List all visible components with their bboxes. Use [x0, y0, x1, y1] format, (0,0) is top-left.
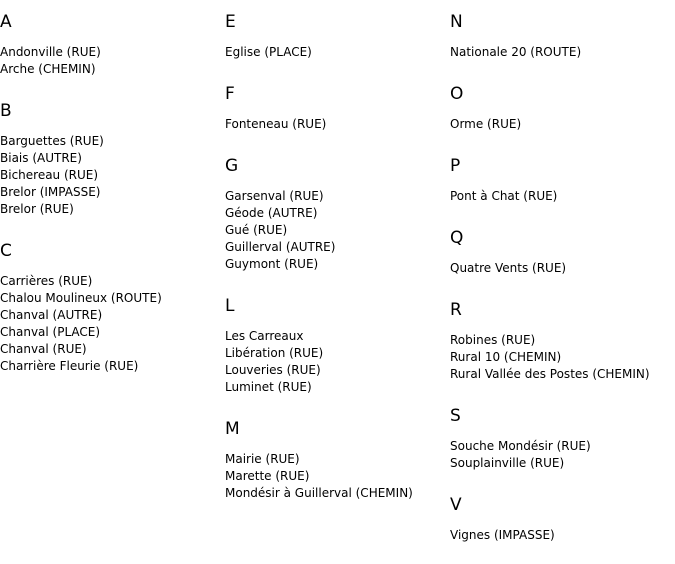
letter-section [450, 405, 670, 472]
section-letter-heading: Q [450, 228, 464, 248]
letter-section [225, 418, 445, 502]
section-letter-heading: C [0, 241, 12, 261]
street-item: Arche (CHEMIN) [0, 62, 96, 76]
street-item: Vignes (IMPASSE) [450, 528, 555, 542]
street-item: Pont à Chat (RUE) [450, 189, 558, 203]
section-letter-heading: B [0, 101, 12, 121]
street-item: Garsenval (RUE) [225, 189, 324, 203]
street-item: Bichereau (RUE) [0, 168, 99, 182]
letter-section [450, 227, 670, 277]
street-item: Charrière Fleurie (RUE) [0, 359, 139, 373]
letter-section [0, 11, 220, 78]
street-item: Robines (RUE) [450, 333, 536, 347]
letter-section [225, 155, 445, 273]
street-item: Barguettes (RUE) [0, 134, 104, 148]
street-item: Brelor (RUE) [0, 202, 74, 216]
section-letter-heading: V [450, 495, 462, 515]
street-item: Carrières (RUE) [0, 274, 93, 288]
section-letter-heading: G [225, 156, 239, 176]
street-item: Mondésir à Guillerval (CHEMIN) [225, 486, 413, 500]
street-item: Gué (RUE) [225, 223, 288, 237]
street-item: Chanval (PLACE) [0, 325, 101, 339]
street-item: Chalou Moulineux (ROUTE) [0, 291, 162, 305]
index-column [450, 11, 670, 544]
letter-section [0, 100, 220, 218]
street-item: Souplainville (RUE) [450, 456, 565, 470]
letter-section [225, 295, 445, 396]
street-list [225, 451, 445, 502]
street-list [450, 260, 670, 277]
street-item: Quatre Vents (RUE) [450, 261, 567, 275]
letter-section [450, 155, 670, 205]
street-list [450, 527, 670, 544]
street-item: Brelor (IMPASSE) [0, 185, 101, 199]
street-list [450, 44, 670, 61]
street-item: Géode (AUTRE) [225, 206, 318, 220]
street-item: Fonteneau (RUE) [225, 117, 327, 131]
street-list [450, 188, 670, 205]
street-item: Libération (RUE) [225, 346, 324, 360]
section-letter-heading: E [225, 12, 236, 32]
street-item: Souche Mondésir (RUE) [450, 439, 591, 453]
street-list [0, 133, 220, 218]
section-letter-heading: S [450, 406, 461, 426]
street-list [225, 188, 445, 273]
letter-section [450, 494, 670, 544]
street-item: Orme (RUE) [450, 117, 522, 131]
section-letter-heading: L [225, 296, 235, 316]
street-item: Chanval (AUTRE) [0, 308, 103, 322]
section-letter-heading: O [450, 84, 464, 104]
index-column [225, 11, 445, 502]
letter-section [450, 83, 670, 133]
street-item: Marette (RUE) [225, 469, 310, 483]
street-list [450, 116, 670, 133]
section-letter-heading: A [0, 12, 12, 32]
street-list [0, 44, 220, 78]
street-item: Biais (AUTRE) [0, 151, 82, 165]
street-item: Chanval (RUE) [0, 342, 87, 356]
street-item: Rural 10 (CHEMIN) [450, 350, 562, 364]
index-column [0, 11, 220, 375]
section-letter-heading: R [450, 300, 462, 320]
street-item: Guymont (RUE) [225, 257, 319, 271]
street-item: Guillerval (AUTRE) [225, 240, 336, 254]
street-list [0, 273, 220, 375]
street-item: Andonville (RUE) [0, 45, 101, 59]
street-list [225, 328, 445, 396]
street-item: Nationale 20 (ROUTE) [450, 45, 582, 59]
street-item: Eglise (PLACE) [225, 45, 312, 59]
letter-section [450, 299, 670, 383]
letter-section [450, 11, 670, 61]
street-item: Louveries (RUE) [225, 363, 321, 377]
letter-section [225, 83, 445, 133]
street-item: Mairie (RUE) [225, 452, 300, 466]
section-letter-heading: M [225, 419, 240, 439]
street-list [225, 44, 445, 61]
section-letter-heading: F [225, 84, 235, 104]
street-list [450, 438, 670, 472]
street-list [225, 116, 445, 133]
street-item: Luminet (RUE) [225, 380, 312, 394]
letter-section [0, 240, 220, 375]
section-letter-heading: P [450, 156, 461, 176]
letter-section [225, 11, 445, 61]
street-item: Rural Vallée des Postes (CHEMIN) [450, 367, 650, 381]
section-letter-heading: N [450, 12, 463, 32]
street-item: Les Carreaux [225, 329, 304, 343]
street-list [450, 332, 670, 383]
